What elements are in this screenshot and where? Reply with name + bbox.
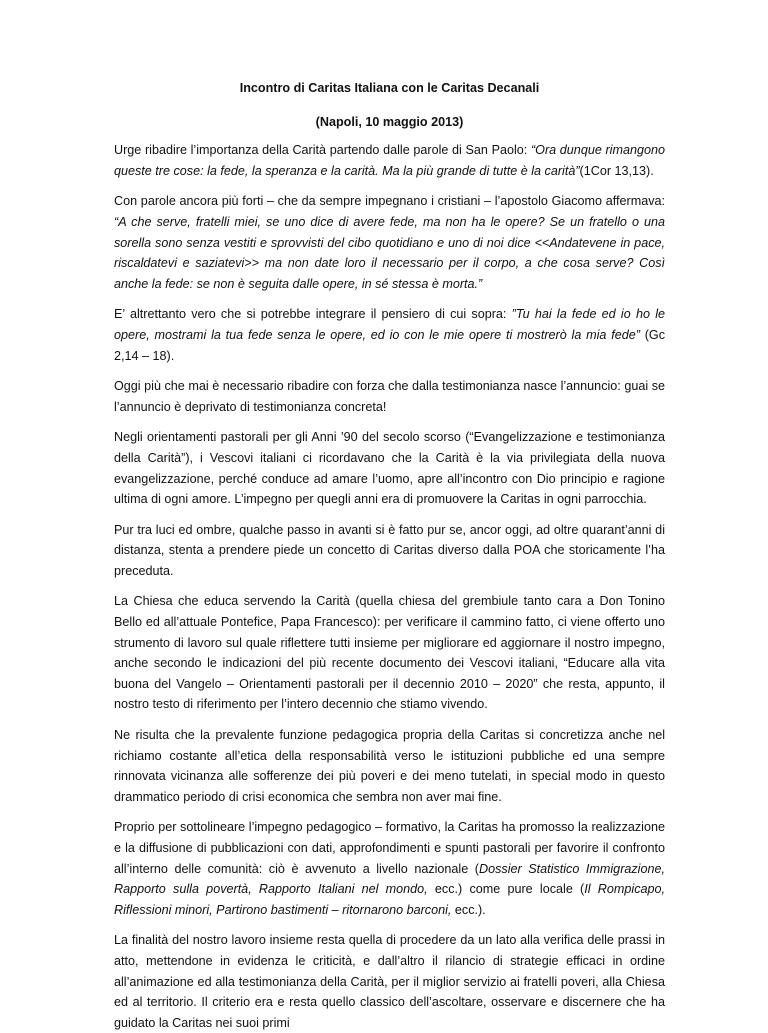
italic-text-run: Dossier Statistico Immigrazione, Rapporto sulla povertà, Rapporto Italiani nel mondo, bbox=[114, 861, 665, 897]
body-paragraph bbox=[114, 725, 665, 807]
text-run: Proprio per sottolineare l’impegno pedagogico – formativo, la Caritas ha promosso la realizzazione e la diffusione di pubblicazioni con dati, approfondimenti e spunti pastorali per favorire il confronto all’interno delle comunità: ciò è avvenuto a livello nazionale ( bbox=[114, 820, 665, 876]
text-run: ecc.) come pure locale ( bbox=[427, 882, 585, 897]
document-title: Incontro di Caritas Italiana con le Caritas Decanali bbox=[239, 81, 540, 95]
document-subtitle: (Napoli, 10 maggio 2013) bbox=[315, 114, 464, 129]
text-run: Negli orientamenti pastorali per gli Anni ’90 del secolo scorso (“Evangelizzazione e testimonianza della Carità”), i Vescovi italiani ci ricordavano che la Carità è la via privilegiata della nuova evangelizzazione, perché conduce ad amare l’uomo, apre all’incontro con Dio principio e ragione ultima di ogni amore. L’impegno per quegli anni era di promuovere la Caritas in ogni parrocchia. bbox=[114, 430, 665, 507]
document-body bbox=[114, 140, 665, 1033]
text-run: ecc.). bbox=[451, 902, 486, 917]
italic-text-run: Il Rompicapo, Riflessioni minori, Partirono bastimenti – ritornarono barconi, bbox=[114, 882, 666, 917]
body-paragraph bbox=[114, 817, 665, 920]
body-paragraph bbox=[114, 191, 665, 294]
italic-text-run: ”Tu hai la fede ed io ho le opere, mostrami la tua fede senza le opere, ed io con le mie opere ti mostrerò la mia fede” bbox=[114, 307, 665, 342]
text-run: (Gc 2,14 – 18). bbox=[114, 327, 665, 363]
body-paragraph bbox=[114, 591, 665, 715]
body-paragraph bbox=[114, 930, 665, 1033]
body-paragraph bbox=[114, 140, 665, 181]
body-paragraph bbox=[114, 376, 665, 417]
text-run: La finalità del nostro lavoro insieme resta quella di procedere da un lato alla verifica delle prassi in atto, mettendone in evidenza le criticità, e dall’altro il rilancio di strategie efficaci in ordine all’animazione ed alla testimonianza della Carità, per il miglior servizio ai fratelli poveri, alla Chiesa ed al territorio. Il criterio era e resta quello classico dell’ascoltare, osservare e discernere che ha guidato la Caritas nei suoi primi bbox=[114, 933, 665, 1030]
body-paragraph bbox=[114, 520, 665, 582]
italic-text-run: “Ora dunque rimangono queste tre cose: la fede, la speranza e la carità. Ma la più grande di tutte è la carità” bbox=[114, 143, 665, 178]
body-paragraph bbox=[114, 304, 665, 366]
text-run: (1Cor 13,13). bbox=[579, 163, 654, 178]
text-run: Con parole ancora più forti – che da sempre impegnano i cristiani – l’apostolo Giacomo affermava: bbox=[114, 194, 665, 209]
italic-text-run: “A che serve, fratelli miei, se uno dice di avere fede, ma non ha le opere? Se un fratello o una sorella sono senza vestiti e sprovvisti del cibo quotidiano e uno di noi dice <<Andatevene in pace, riscaldatevi e saziatevi>> ma non date loro il necessario per il corpo, a che cosa serve? Così anche la fede: se non è seguita dalle opere, in sé stessa è morta.” bbox=[114, 214, 665, 291]
text-run: E’ altrettanto vero che si potrebbe integrare il pensiero di cui sopra: bbox=[114, 307, 512, 322]
text-run: Ne risulta che la prevalente funzione pedagogica propria della Caritas si concretizza anche nel richiamo costante all’etica della responsabilità verso le istituzioni pubbliche ed una sempre rinnovata vicinanza alle sofferenze dei più poveri e dei meno tutelati, in special modo in questo drammatico periodo di crisi economica che sembra non aver mai fine. bbox=[114, 728, 665, 804]
text-run: La Chiesa che educa servendo la Carità (quella chiesa del grembiule tanto cara a Don Tonino Bello ed all’attuale Pontefice, Papa Francesco): per verificare il cammino fatto, ci viene offerto uno strumento di lavoro sul quale riflettere tutti insieme per migliorare ed aggiornare il nostro impegno, anche secondo le indicazioni del più recente documento dei Vescovi italiani, “Educare alla vita buona del Vangelo – Orientamenti pastorali per il decennio 2010 – 2020” che resta, appunto, il nostro testo di riferimento per l’intero decennio che stiamo vivendo. bbox=[114, 594, 665, 712]
text-run: Urge ribadire l’importanza della Carità partendo dalle parole di San Paolo: bbox=[114, 143, 531, 158]
document-page bbox=[114, 78, 665, 1033]
text-run: Oggi più che mai è necessario ribadire con forza che dalla testimonianza nasce l’annuncio: guai se l’annuncio è deprivato di testimonianza concreta! bbox=[114, 379, 665, 414]
text-run: Pur tra luci ed ombre, qualche passo in avanti si è fatto pur se, ancor oggi, ad oltre quarant’anni di distanza, stenta a prendere piede un concetto di Caritas diverso dalla POA che storicamente l’ha preceduta. bbox=[114, 522, 665, 578]
body-paragraph bbox=[114, 427, 665, 509]
